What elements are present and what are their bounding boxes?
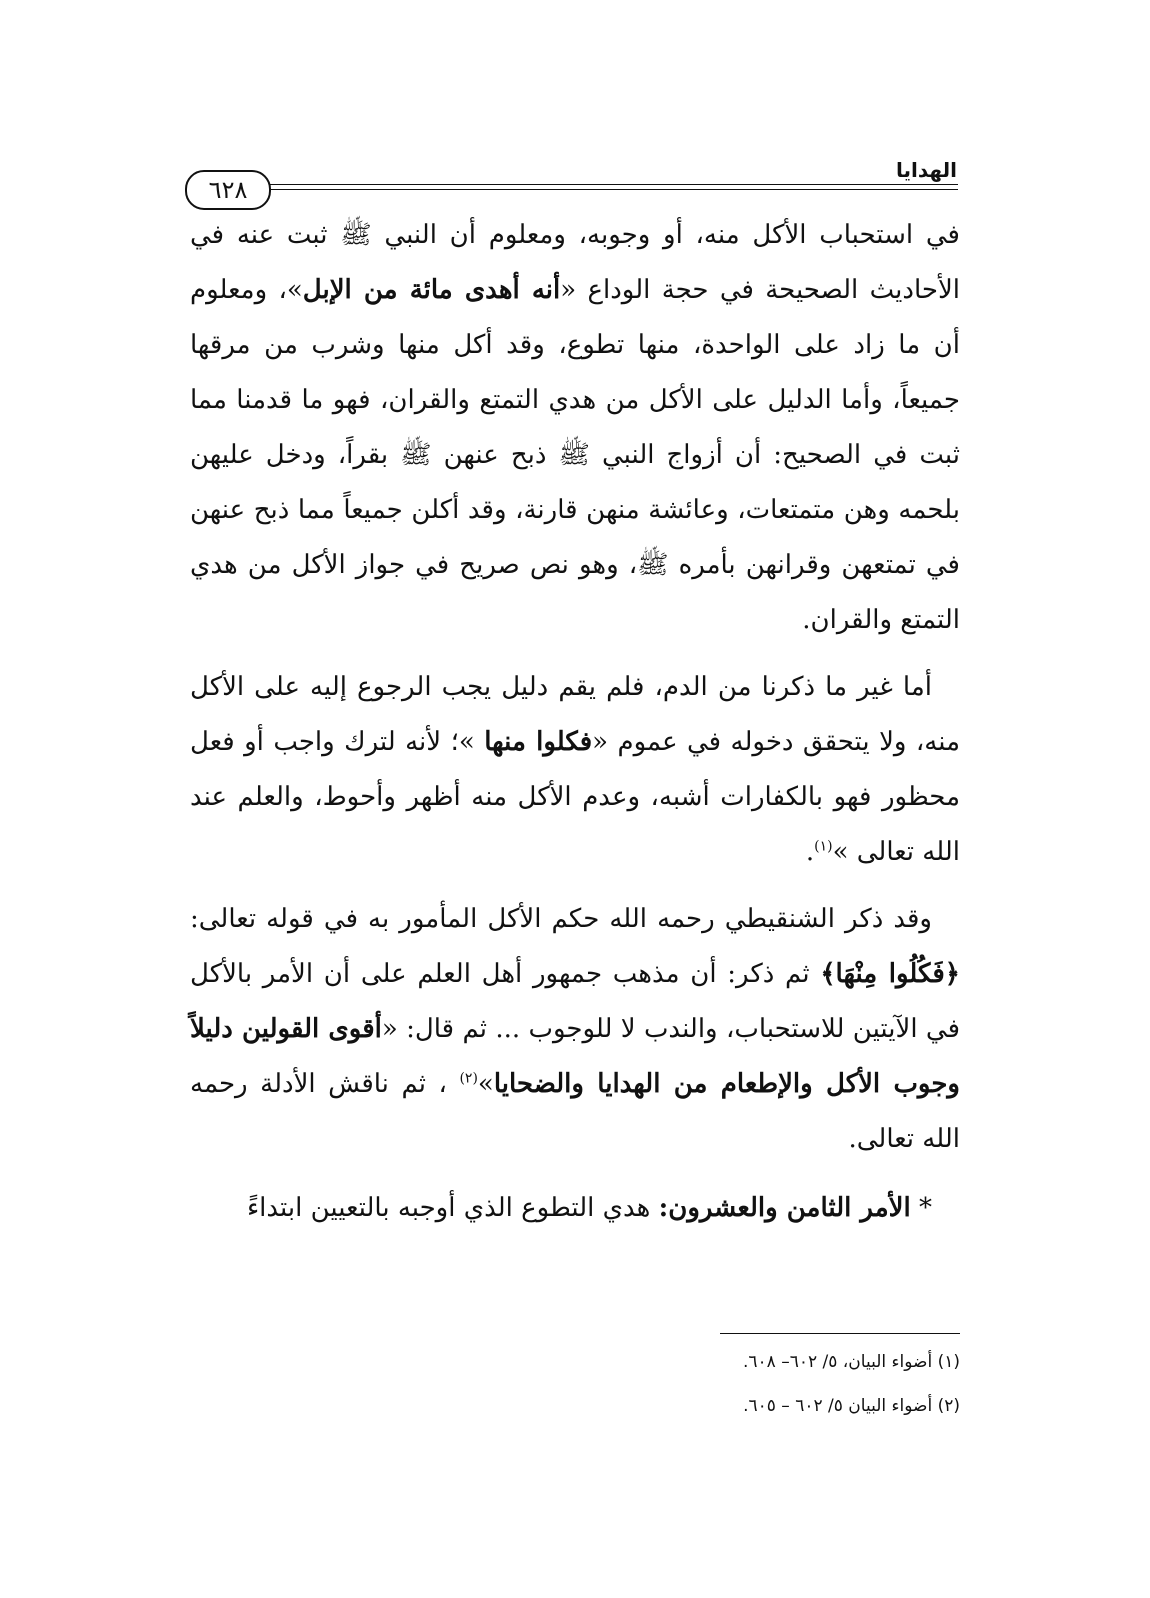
page-number: ٦٢٨ xyxy=(208,176,248,204)
section-heading: الأمر الثامن والعشرون: xyxy=(658,1193,911,1223)
paragraph-4 xyxy=(190,1181,960,1236)
paragraph-2-bold-quote: فكلوا منها xyxy=(484,727,593,757)
paragraph-3-bold-quote: أقوى القولين دليلاً وجوب الأكل والإطعام من الهدايا والضحايا xyxy=(190,1014,960,1099)
paragraph-1-text-a: في استحباب الأكل منه، أو وجوبه، ومعلوم أن النبي ﷺ ثبت عنه في الأحاديث الصحيحة في حجة الوداع « xyxy=(190,220,960,305)
paragraph-4-prefix: * xyxy=(910,1193,932,1223)
paragraph-3-text-b: ثم ذكر: أن مذهب جمهور أهل العلم على أن الأمر بالأكل في الآيتين للاستحباب، والندب لا للوجوب ... ثم قال: « xyxy=(190,959,961,1044)
footnote-ref-2[interactable]: (٢) xyxy=(459,1070,478,1087)
footnotes xyxy=(190,1340,960,1428)
paragraph-1-bold-quote: أنه أهدى مائة من الإبل xyxy=(302,275,561,305)
paragraph-2-text-b: »؛ لأنه لترك واجب أو فعل محظور فهو بالكفارات أشبه، وعدم الأكل منه أظهر وأحوط، والعلم عند الله تعالى » xyxy=(190,727,960,867)
paragraph-2-text-c: . xyxy=(805,837,815,867)
footnote-2: (٢) أضواء البيان ٥/ ٦٠٢ – ٦٠٥. xyxy=(743,1396,960,1416)
paragraph-1-text-b: »، ومعلوم أن ما زاد على الواحدة، منها تطوع، وقد أكل منها وشرب من مرقها جميعاً، وأما الدليل على الأكل من هدي التمتع والقران، فهو ما قدمنا مما ثبت في الصحيح: أن أزواج النبي ﷺ ذبح عنهن ﷺ بقراً، ودخل عليهن بلحمه وهن متمتعات، وعائشة منهن قارنة، وقد أكلن جميعاً مما ذبح عنهن في تمتعهن وقرانهن بأمره ﷺ، وهو نص صريح في جواز الأكل من هدي التمتع والقران. xyxy=(190,275,960,635)
paragraph-3-text-a: وقد ذكر الشنقيطي رحمه الله حكم الأكل المأمور به في قوله تعالى: xyxy=(190,904,932,934)
footnote-ref-1[interactable]: (١) xyxy=(814,838,833,855)
paragraph-1 xyxy=(190,208,960,648)
running-title: الهدايا xyxy=(896,158,957,182)
footnote-1: (١) أضواء البيان، ٥/ ٦٠٢– ٦٠٨. xyxy=(742,1352,960,1372)
paragraph-2-text-a: أما غير ما ذكرنا من الدم، فلم يقم دليل يجب الرجوع إليه على الأكل منه، ولا يتحقق دخوله في عموم « xyxy=(190,672,961,757)
paragraph-4-text-a: هدي التطوع الذي أوجبه بالتعيين ابتداءً xyxy=(246,1193,659,1223)
paragraph-3 xyxy=(190,892,960,1167)
footnote-rule xyxy=(720,1333,960,1334)
quran-quote: ﴿فَكُلُوا مِنْهَا﴾ xyxy=(820,959,961,989)
paragraph-3-text-c: » xyxy=(477,1069,494,1099)
paragraph-3-text-d: ، ثم ناقش الأدلة رحمه الله تعالى. xyxy=(190,1069,960,1154)
main-text xyxy=(190,208,960,1236)
header-rule xyxy=(260,184,958,190)
paragraph-2 xyxy=(190,660,960,880)
page-number-frame xyxy=(185,170,271,210)
